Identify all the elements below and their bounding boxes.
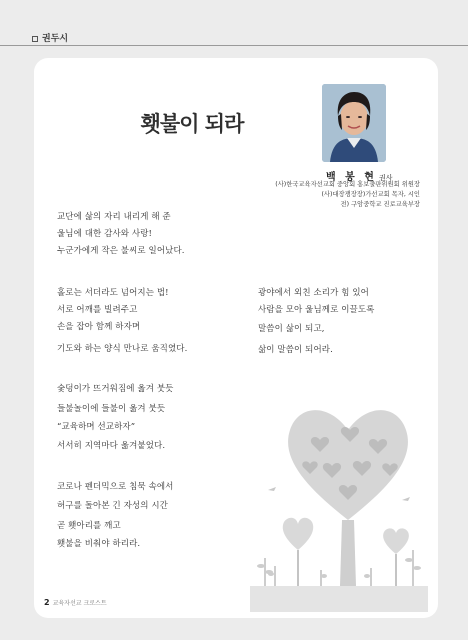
poem-line: 곧 횃아리를 깨고 <box>57 521 121 531</box>
poem-line: 누군가에게 작은 불씨로 일어났다. <box>57 246 185 256</box>
poem-line: 삶이 말씀이 되어라. <box>258 345 333 355</box>
author-affiliation: (사)대장쟁장장)가선교회 목자, 시인 <box>321 191 420 198</box>
page-footer <box>44 598 107 607</box>
poem-line: 횃불을 비춰야 하리라. <box>57 539 141 549</box>
poem-line: 손을 잡아 함께 하자며 <box>57 322 141 332</box>
section-label-text: 권두시 <box>42 34 69 44</box>
poem-line: 서서히 지역마다 옮겨붙었다. <box>57 441 166 451</box>
poem-line: 교단에 삶의 자리 내리게 해 준 <box>57 212 171 222</box>
poem-line: 들불놀이에 들불이 옮겨 붓듯 <box>57 404 166 414</box>
poem-line: 숯덩이가 뜨거워짐에 옮겨 붓듯 <box>57 384 174 394</box>
author-name-text: 백 봉 현 <box>326 172 377 183</box>
heart-tree-illustration <box>250 380 428 616</box>
page-number: 2 <box>44 598 50 607</box>
poem-line: 광야에서 외친 소리가 힘 있어 <box>258 288 369 298</box>
section-label <box>32 31 68 44</box>
author-photo <box>322 84 386 162</box>
author-title-suffix: 권사 <box>378 174 393 182</box>
author-portrait-image <box>322 84 386 162</box>
poem-line: “교육하며 선교하자” <box>57 422 136 432</box>
section-marker-icon <box>32 36 38 42</box>
poem-line: 말씀이 삶이 되고, <box>258 324 325 334</box>
poem-line: 사람을 모아 울님께로 이끌도록 <box>258 305 375 315</box>
header-divider <box>0 45 468 46</box>
poem-line: 홀로는 서더라도 넘어지는 법! <box>57 288 169 298</box>
publication-name: 교육자선교 크로스트 <box>52 600 107 607</box>
poem-line: 서로 어깨를 빌려주고 <box>57 305 138 315</box>
poem-line: 기도와 하는 양식 만나로 움직였다. <box>57 344 188 354</box>
author-affiliation: 전) 구암중학교 진로교육부장 <box>340 201 420 208</box>
poem-line: 허구를 돌아본 긴 자성의 시간 <box>57 501 168 511</box>
poem-title: 횃불이 되라 <box>140 112 244 136</box>
poem-line: 코로나 펜더믹으로 침묵 속에서 <box>57 482 174 492</box>
author-affiliation: (사)한국교육자선교회 중앙회 홍보출판위원회 위원장 <box>275 181 420 188</box>
poem-line: 울님에 대한 감사와 사랑! <box>57 229 153 239</box>
